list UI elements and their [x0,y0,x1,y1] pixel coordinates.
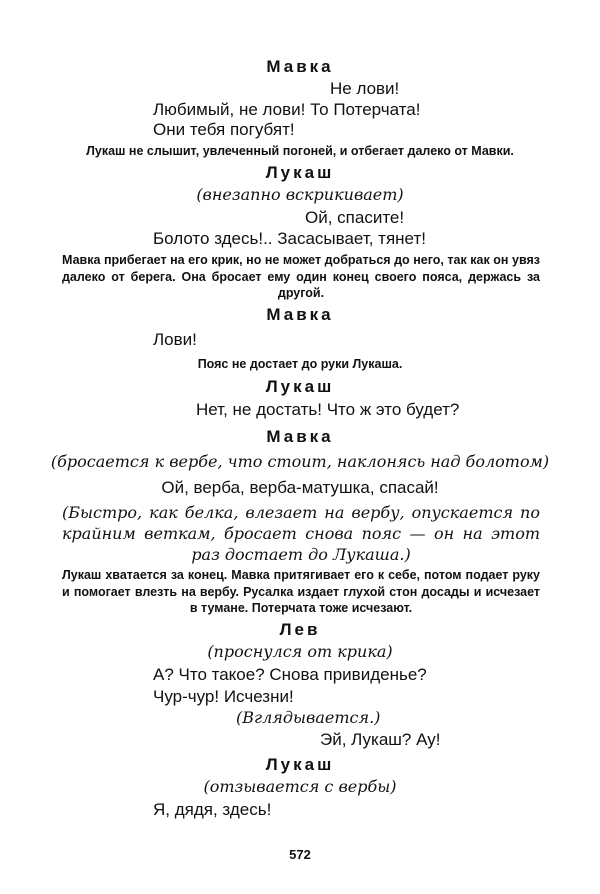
remark: (Быстро, как белка, влезает на вербу, опускается по крайним веткам, бросает снова пояс — он на этот раз достает до Лукаша.) [62,503,540,564]
speaker-name: Лукаш [265,163,335,182]
speaker-name: Мавка [266,427,334,446]
remark: (Вглядывается.) [236,708,381,727]
speaker-name: Лукаш [265,755,335,774]
dialogue-line: Лови! [153,330,197,349]
speaker-name: Мавка [266,57,334,76]
remark: (внезапно вскрикивает) [196,185,404,204]
dialogue-line: Я, дядя, здесь! [153,800,272,819]
dialogue-line: Эй, Лукаш? Ау! [320,730,441,749]
stage-direction: Лукаш хватается за конец. Мавка притягивает его к себе, потом подает руку и помогает влезть на вербу. Русалка издает глухой стон досады и исчезает в тумане. Потерчата тоже исчезают. [62,568,540,615]
remark: (отзывается с вербы) [203,777,397,796]
dialogue-line: Нет, не достать! Что ж это будет? [196,400,460,419]
stage-direction: Пояс не достает до руки Лукаша. [197,357,403,371]
remark: (бросается к вербе, что стоит, наклонясь над болотом) [50,452,550,471]
speaker-name: Лев [279,620,321,639]
dialogue-line: А? Что такое? Снова привиденье? [153,665,427,684]
stage-direction: Мавка прибегает на его крик, но не может добраться до него, так как он увяз далеко от берега. Она бросает ему один конец своего пояса, держась за другой. [62,253,540,300]
dialogue-line: Ой, верба, верба-матушка, спасай! [161,478,439,497]
remark: (проснулся от крика) [207,642,393,661]
speaker-name: Мавка [266,305,334,324]
dialogue-line: Любимый, не лови! То Потерчата! [153,100,421,119]
dialogue-line: Не лови! [330,79,400,98]
speaker-name: Лукаш [265,377,335,396]
dialogue-line: Болото здесь!.. Засасывает, тянет! [153,229,426,248]
dialogue-line: Они тебя погубят! [153,120,295,139]
dialogue-line: Ой, спасите! [305,208,405,227]
page-number: 572 [289,847,311,862]
dialogue-line: Чур-чур! Исчезни! [153,687,294,706]
stage-direction: Лукаш не слышит, увлеченный погоней, и отбегает далеко от Мавки. [86,144,514,158]
